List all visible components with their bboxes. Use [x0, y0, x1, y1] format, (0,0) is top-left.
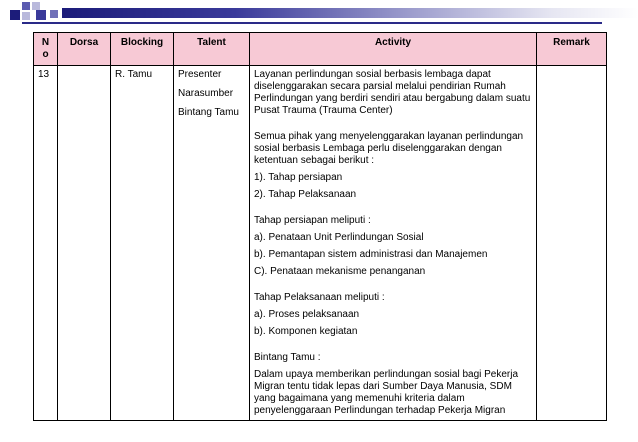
activity-list-item: C). Penataan mekanisme penanganan — [254, 266, 426, 277]
script-table — [33, 32, 607, 421]
table-row — [34, 66, 607, 421]
talent-item: Narasumber — [178, 88, 234, 99]
activity-list-item: b). Pemantapan sistem administrasi dan Manajemen — [254, 249, 488, 260]
decor-square-4 — [22, 12, 30, 20]
header-dorsa: Dorsa — [58, 33, 111, 66]
activity-list-item: a). Proses pelaksanaan — [254, 309, 360, 320]
header-talent: Talent — [174, 33, 250, 66]
header-remark: Remark — [537, 33, 607, 66]
header-activity: Activity — [250, 33, 537, 66]
talent-item: Bintang Tamu — [178, 107, 239, 118]
cell-dorsa — [58, 66, 111, 421]
table-header-row — [34, 33, 607, 66]
decor-header-rule — [22, 22, 602, 24]
activity-list-item: a). Penataan Unit Perlindungan Sosial — [254, 232, 424, 243]
activity-list-item: 2). Tahap Pelaksanaan — [254, 189, 357, 200]
activity-paragraph: Layanan perlindungan sosial berbasis lembaga dapat diselenggarakan secara parsial melalui pendirian Rumah Perlindungan yang berdiri sendiri atau bergabung dalam suatu Pusat Trauma (Trauma Center) — [254, 69, 531, 116]
talent-item: Presenter — [178, 69, 222, 80]
cell-remark — [537, 66, 607, 421]
decor-header-band — [62, 8, 638, 18]
decor-square-3 — [32, 2, 40, 10]
cell-blocking: R. Tamu — [111, 66, 174, 421]
decor-square-1 — [10, 10, 20, 20]
activity-paragraph: Dalam upaya memberikan perlindungan sosial bagi Pekerja Migran tentu tidak lepas dari Sumber Daya Manusia, SDM yang bagaimana yang memenuhi kriteria dalam penyelenggaraan Perlindungan terhadap Pekerja Migran — [254, 369, 519, 416]
activity-list-item: 1). Tahap persiapan — [254, 172, 343, 183]
activity-paragraph: Tahap Pelaksanaan meliputi : — [254, 292, 385, 303]
activity-paragraph: Semua pihak yang menyelenggarakan layanan perlindungan sosial berbasis Lembaga perlu diselenggarakan dengan ketentuan sebagai berikut : — [254, 131, 524, 166]
activity-paragraph: Bintang Tamu : — [254, 352, 321, 363]
cell-talent — [174, 66, 250, 421]
cell-activity — [250, 66, 537, 421]
decor-square-6 — [50, 10, 58, 18]
decor-square-2 — [22, 2, 30, 10]
header-no: N o — [34, 33, 58, 66]
decor-square-5 — [36, 10, 46, 20]
activity-list-item: b). Komponen kegiatan — [254, 326, 358, 337]
cell-no: 13 — [34, 66, 58, 421]
activity-paragraph: Tahap persiapan meliputi : — [254, 215, 371, 226]
header-blocking: Blocking — [111, 33, 174, 66]
